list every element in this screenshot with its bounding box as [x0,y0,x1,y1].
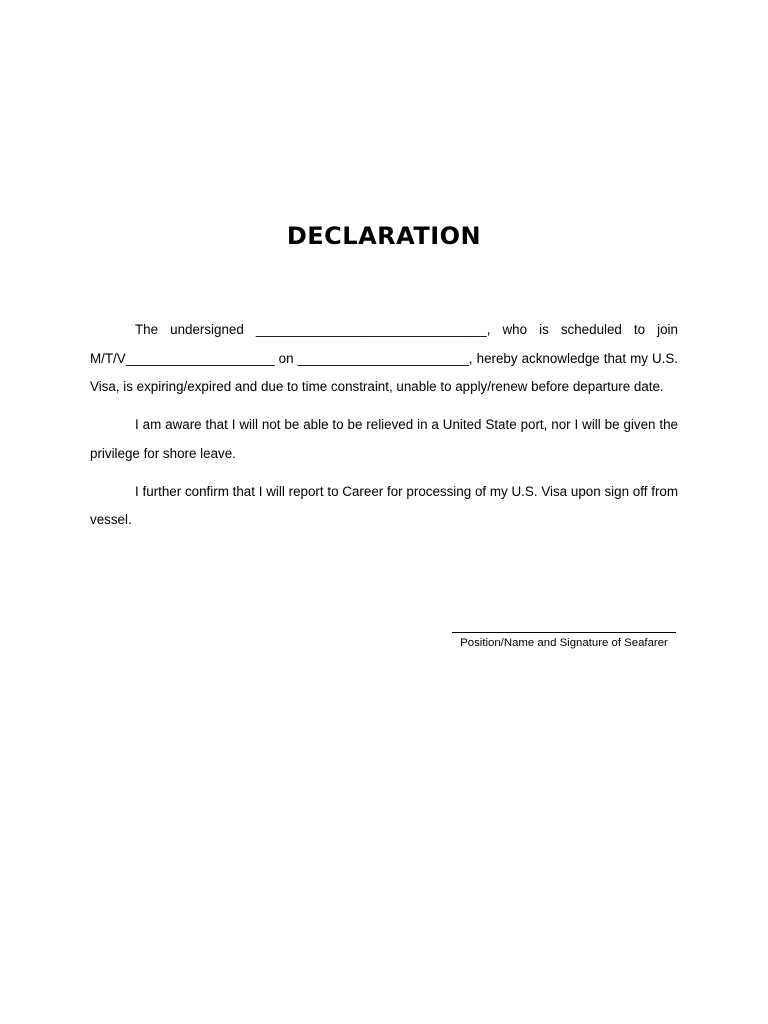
date-blank[interactable]: _______________________ [297,350,469,366]
acknowledge-text: , hereby acknowledge that my U.S. Visa, is expiring/expired and due to time constraint, unable to apply/renew before departure date. [90,350,678,394]
on-text: on [274,350,298,366]
paragraph-awareness: I am aware that I will not be able to be relieved in a United State port, nor I will be given the privilege for shore leave. [90,417,678,461]
paragraph-undersigned [90,316,678,402]
signature-block [452,632,676,651]
vessel-blank[interactable]: ____________________ [125,350,275,366]
signature-label: Position/Name and Signature of Seafarer [460,637,668,649]
scheduled-text: , who is scheduled to join M/T/V [90,322,678,366]
undersigned-text: The undersigned [135,322,244,337]
paragraph-confirmation: I further confirm that I will report to Career for processing of my U.S. Visa upon sign off from vessel. [90,483,678,527]
signature-line[interactable] [452,632,676,633]
declaration-body [90,316,678,544]
document-title: DECLARATION [286,222,482,250]
name-blank[interactable]: _______________________________ [255,322,487,337]
